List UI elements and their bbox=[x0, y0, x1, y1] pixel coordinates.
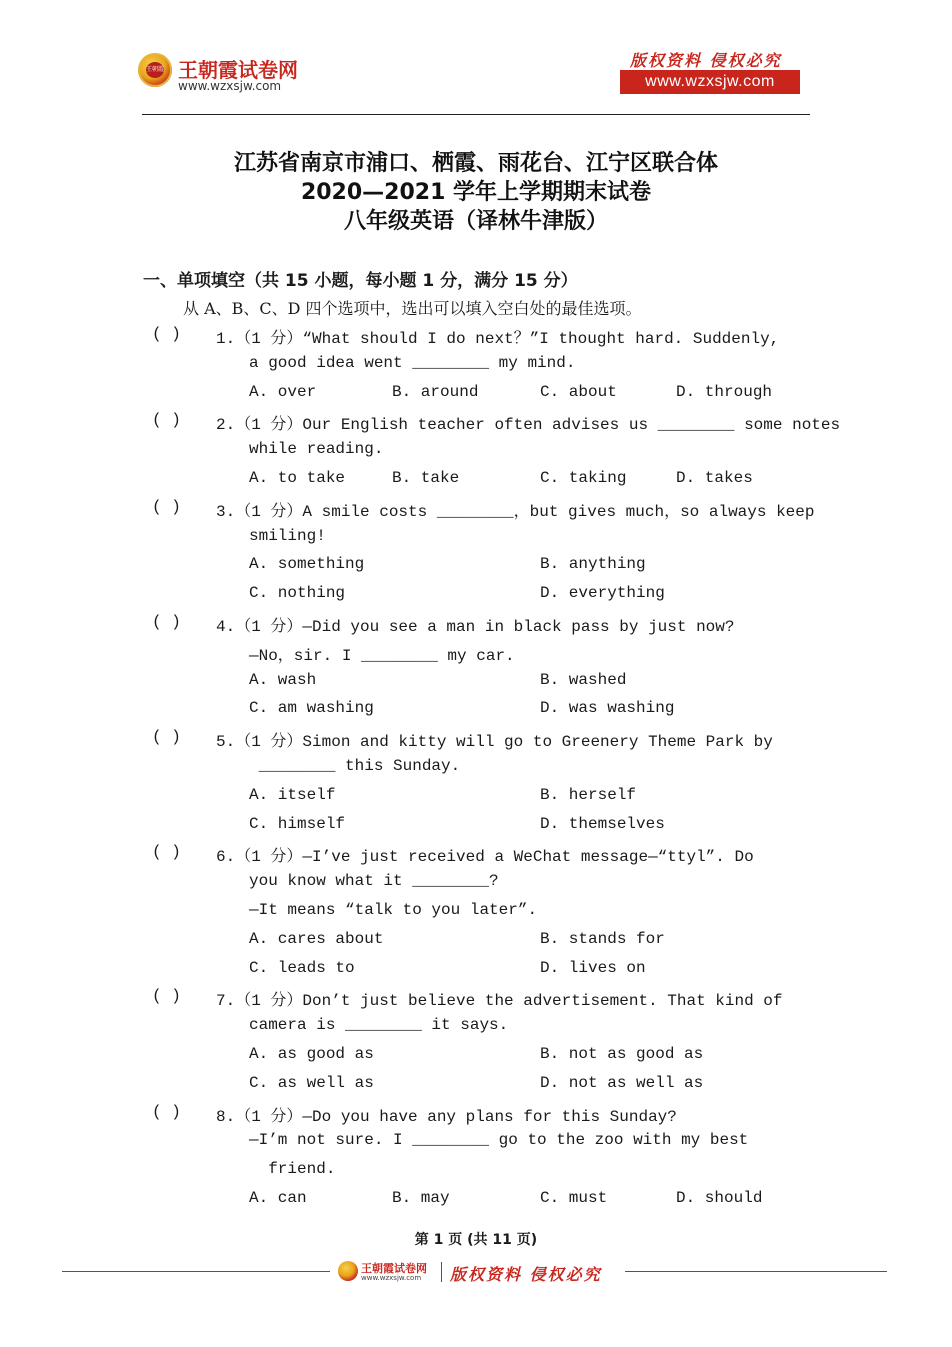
answer-blank-paren: ( ) bbox=[152, 411, 181, 430]
answer-option: A. over bbox=[249, 382, 317, 401]
answer-option: D. themselves bbox=[540, 814, 665, 833]
question-stem-continued: while reading. bbox=[249, 440, 384, 459]
answer-blank-paren: ( ) bbox=[152, 843, 181, 862]
answer-option: C. nothing bbox=[249, 584, 346, 603]
question-stem-continued: camera is ________ it says. bbox=[249, 1016, 509, 1035]
question-stem: 7.（1 分）Don’t just believe the advertisement. That kind of bbox=[216, 992, 783, 1011]
answer-option: D. should bbox=[676, 1189, 763, 1207]
question-stem-continued: —No，sir. I ________ my car. bbox=[249, 646, 515, 665]
question-stem-continued: ________ this Sunday. bbox=[249, 757, 461, 775]
answer-blank-paren: ( ) bbox=[152, 987, 181, 1006]
answer-option: C. as well as bbox=[249, 1073, 374, 1092]
answer-option: B. around bbox=[392, 382, 479, 401]
question-stem: 2.（1 分）Our English teacher often advises us ________ some notes bbox=[216, 416, 841, 435]
question-stem-continued: you know what it ________? bbox=[249, 872, 499, 891]
section-heading: 一、单项填空（共 15 小题，每小题 1 分，满分 15 分） bbox=[143, 271, 578, 291]
answer-option: D. lives on bbox=[540, 958, 646, 977]
footer-line-left bbox=[62, 1271, 330, 1272]
answer-option: D. takes bbox=[676, 469, 753, 487]
question-stem: 3.（1 分）A smile costs ________，but gives much，so always keep bbox=[216, 502, 815, 521]
url-banner-text: www.wzxsjw.com bbox=[645, 73, 775, 90]
answer-option: D. was washing bbox=[540, 699, 675, 718]
answer-option: A. something bbox=[249, 555, 365, 574]
answer-option: A. as good as bbox=[249, 1045, 374, 1063]
answer-option: B. take bbox=[392, 469, 460, 487]
question-stem: 4.（1 分）—Did you see a man in black pass by just now? bbox=[216, 618, 735, 636]
logo-name: 王朝霞试卷网 bbox=[178, 58, 298, 82]
footer-separator bbox=[441, 1262, 442, 1282]
footer-line-right bbox=[625, 1271, 887, 1272]
answer-option: C. himself bbox=[249, 814, 346, 833]
question-stem-continued: a good idea went ________ my mind. bbox=[249, 353, 576, 372]
answer-option: D. not as well as bbox=[540, 1073, 704, 1092]
answer-option: A. to take bbox=[249, 469, 346, 487]
answer-option: B. not as good as bbox=[540, 1045, 704, 1063]
answer-option: B. anything bbox=[540, 555, 646, 574]
question-stem-continued: —It means “talk to you later”. bbox=[249, 901, 538, 919]
logo-badge-icon bbox=[138, 53, 172, 87]
answer-option: C. am washing bbox=[249, 699, 374, 718]
answer-option: B. may bbox=[392, 1189, 450, 1207]
answer-blank-paren: ( ) bbox=[152, 728, 181, 747]
footer-logo-url: www.wzxsjw.com bbox=[361, 1274, 422, 1282]
answer-option: C. taking bbox=[540, 469, 627, 487]
question-stem: 5.（1 分）Simon and kitty will go to Greenery Theme Park by bbox=[216, 733, 773, 752]
title-line-3: 八年级英语（译林牛津版） bbox=[343, 209, 608, 234]
question-stem-continued: friend. bbox=[249, 1160, 336, 1179]
answer-option: D. through bbox=[676, 382, 773, 401]
footer-logo-icon bbox=[338, 1261, 358, 1281]
title-line-1: 江苏省南京市浦口、栖霞、雨花台、江宁区联合体 bbox=[233, 151, 718, 176]
copyright-slogan: 版权资料 侵权必究 bbox=[630, 51, 782, 70]
answer-option: B. washed bbox=[540, 670, 627, 689]
answer-blank-paren: ( ) bbox=[152, 1102, 181, 1121]
section-instruction: 从 A、B、C、D 四个选项中，选出可以填入空白处的最佳选项。 bbox=[183, 299, 642, 318]
question-stem-continued: —I’m not sure. I ________ go to the zoo with my best bbox=[249, 1131, 749, 1150]
answer-option: C. leads to bbox=[249, 958, 355, 977]
answer-option: C. must bbox=[540, 1189, 608, 1207]
answer-option: A. wash bbox=[249, 670, 317, 689]
page-number: 第 1 页 (共 11 页) bbox=[414, 1232, 538, 1248]
question-stem: 6.（1 分）—I’ve just received a WeChat message—“ttyl”. Do bbox=[216, 848, 754, 867]
question-stem-continued: smiling! bbox=[249, 526, 326, 545]
logo-badge-text: 王朝霞 bbox=[146, 62, 164, 78]
header-divider bbox=[142, 114, 810, 115]
answer-blank-paren: ( ) bbox=[152, 325, 181, 343]
title-line-2: 2020—2021 学年上学期期末试卷 bbox=[300, 180, 652, 205]
logo-url: www.wzxsjw.com bbox=[178, 79, 282, 93]
question-stem: 1.（1 分）“What should I do next？”I thought hard. Suddenly, bbox=[216, 330, 780, 348]
footer-slogan: 版权资料 侵权必究 bbox=[450, 1265, 602, 1284]
answer-option: A. can bbox=[249, 1189, 307, 1207]
answer-option: D. everything bbox=[540, 584, 665, 603]
answer-option: A. cares about bbox=[249, 929, 384, 948]
answer-option: B. stands for bbox=[540, 929, 665, 948]
footer-logo-name: 王朝霞试卷网 bbox=[361, 1262, 427, 1275]
answer-option: A. itself bbox=[249, 785, 336, 804]
answer-option: C. about bbox=[540, 382, 617, 401]
question-stem: 8.（1 分）—Do you have any plans for this Sunday? bbox=[216, 1107, 677, 1126]
answer-option: B. herself bbox=[540, 785, 637, 804]
answer-blank-paren: ( ) bbox=[152, 613, 181, 631]
answer-blank-paren: ( ) bbox=[152, 497, 181, 516]
url-banner bbox=[620, 70, 800, 94]
